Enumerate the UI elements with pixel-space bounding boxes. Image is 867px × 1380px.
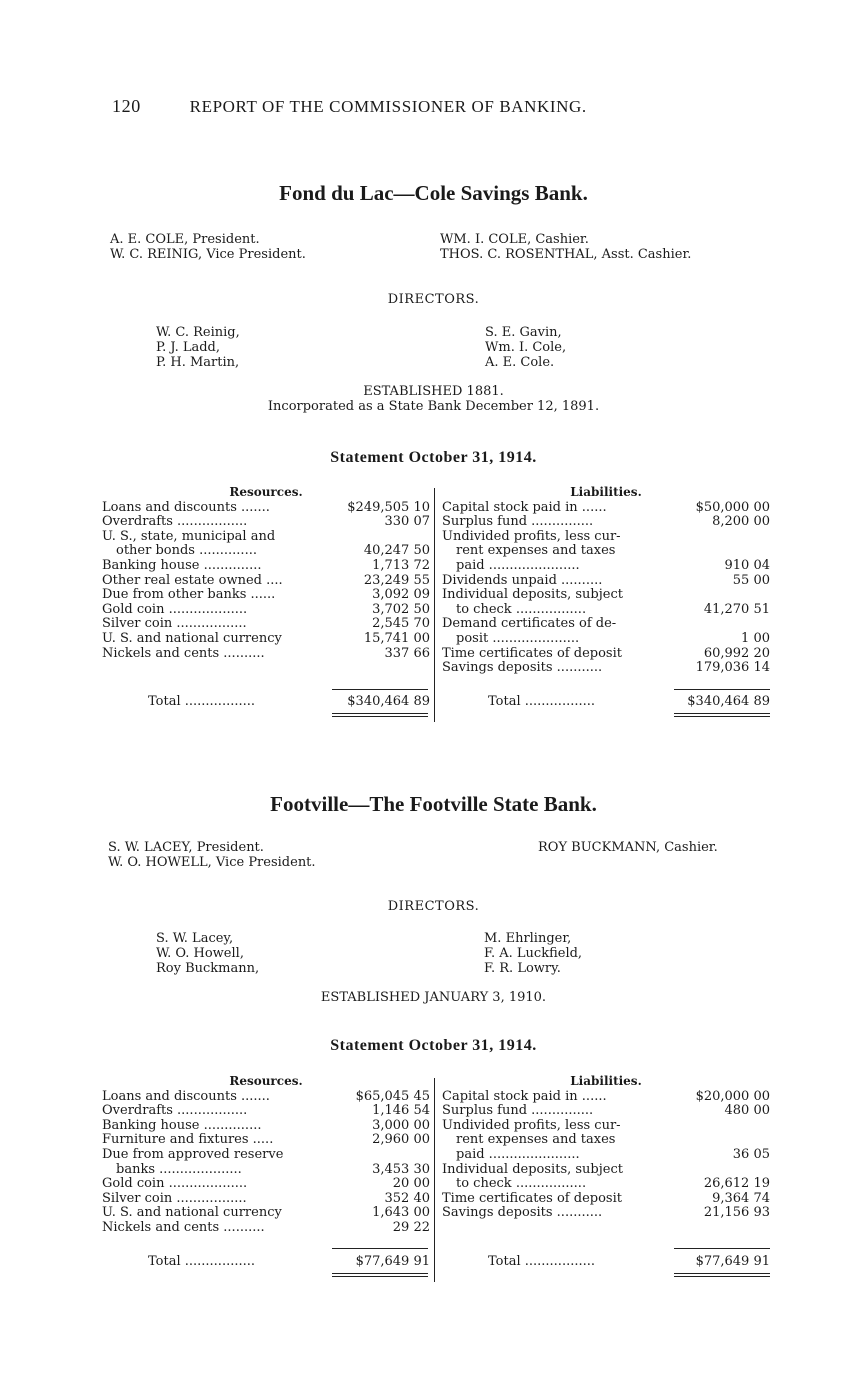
established-line: ESTABLISHED JANUARY 3, 1910.	[320, 990, 547, 1005]
total-double-rule	[332, 1273, 428, 1274]
resource-row: Banking house .............. 3,000 00	[102, 1117, 430, 1133]
incorporated-line: Incorporated as a State Bank December 12, 1891.	[267, 399, 600, 414]
liability-row: to check ................. 41,270 51	[456, 601, 770, 617]
liability-row: paid ...................... 910 04	[456, 557, 770, 573]
liabilities-heading: Liabilities.	[570, 1074, 642, 1088]
report-title: REPORT OF THE COMMISSIONER OF BANKING.	[189, 97, 587, 116]
resources-heading: Resources.	[229, 485, 303, 499]
liabilities-column	[442, 485, 770, 676]
resource-row: Gold coin ................... 3,702 50	[102, 601, 430, 617]
liability-row: Dividends unpaid .......... 55 00	[442, 572, 770, 588]
liability-row: Undivided profits, less cur-	[442, 529, 621, 544]
total-double-rule	[674, 713, 770, 714]
page-header	[112, 96, 587, 117]
officers-right	[538, 840, 718, 855]
total-double-rule	[674, 716, 770, 717]
director: S. E. Gavin,	[485, 325, 562, 340]
liability-row: Surplus fund ............... 8,200 00	[442, 514, 770, 530]
liabilities-total: Total ................. $77,649 91	[488, 1254, 770, 1269]
bank-title: Footville—The Footville State Bank.	[270, 792, 597, 816]
resources-total: Total ................. $77,649 91	[148, 1254, 430, 1269]
resource-row: Silver coin ................. 352 40	[102, 1190, 430, 1206]
subtotal-rule	[674, 1248, 770, 1249]
liability-row: rent expenses and taxes	[456, 544, 616, 559]
bank-title: Fond du Lac—Cole Savings Bank.	[279, 181, 588, 205]
director: Roy Buckmann,	[156, 961, 260, 976]
liabilities-column	[442, 1074, 770, 1221]
officer: ROY BUCKMANN, Cashier.	[538, 840, 718, 855]
resource-row: Gold coin ................... 20 00	[102, 1176, 430, 1192]
liability-row: rent expenses and taxes	[456, 1133, 616, 1148]
liabilities-heading: Liabilities.	[570, 485, 642, 499]
director: A. E. Cole.	[485, 355, 555, 370]
resource-row: other bonds .............. 40,247 50	[116, 543, 430, 559]
resource-row: Due from other banks ...... 3,092 09	[102, 587, 430, 603]
directors-left	[156, 931, 259, 976]
resource-row: Other real estate owned .... 23,249 55	[102, 572, 430, 588]
liability-row: Capital stock paid in ...... $50,000 00	[442, 499, 770, 515]
resources-column	[102, 1074, 430, 1236]
resource-row: Loans and discounts ....... $65,045 45	[102, 1088, 430, 1104]
resource-row: U. S., state, municipal and	[102, 529, 276, 544]
director: F. A. Luckfield,	[484, 946, 583, 961]
liabilities-total: Total ................. $340,464 89	[488, 694, 770, 709]
resource-row: U. S. and national currency 15,741 00	[102, 630, 430, 646]
subtotal-rule	[332, 1248, 428, 1249]
resource-row: Loans and discounts ....... $249,505 10	[102, 499, 430, 515]
liability-row: Surplus fund ............... 480 00	[442, 1103, 770, 1119]
officer: A. E. COLE, President.	[110, 232, 260, 247]
resource-row: Overdrafts ................. 1,146 54	[102, 1103, 430, 1119]
directors-right	[485, 325, 566, 370]
liability-row: to check ................. 26,612 19	[456, 1176, 770, 1192]
resource-row: Silver coin ................. 2,545 70	[102, 616, 430, 632]
column-divider	[434, 1078, 435, 1282]
resource-row: Banking house .............. 1,713 72	[102, 557, 430, 573]
director: P. H. Martin,	[156, 355, 240, 370]
liability-row: Capital stock paid in ...... $20,000 00	[442, 1088, 770, 1104]
officers-right	[440, 232, 691, 262]
directors-heading: DIRECTORS.	[387, 899, 480, 914]
liability-row: Savings deposits ........... 179,036 14	[442, 660, 770, 676]
subtotal-rule	[674, 689, 770, 690]
liability-row: Time certificates of deposit 60,992 20	[442, 645, 770, 661]
resource-row: Nickels and cents .......... 29 22	[102, 1219, 430, 1235]
director: M. Ehrlinger,	[484, 931, 572, 946]
director: P. J. Ladd,	[156, 340, 221, 355]
liability-row: Savings deposits ........... 21,156 93	[442, 1205, 770, 1221]
liability-row: Individual deposits, subject	[442, 588, 623, 603]
statement-date: Statement October 31, 1914.	[330, 449, 537, 466]
total-double-rule	[332, 713, 428, 714]
officers-left	[110, 232, 306, 262]
director: F. R. Lowry.	[484, 961, 561, 976]
resources-heading: Resources.	[229, 1074, 303, 1088]
directors-left	[156, 325, 240, 370]
liability-row: Time certificates of deposit 9,364 74	[442, 1190, 770, 1206]
total-double-rule	[674, 1276, 770, 1277]
officer: THOS. C. ROSENTHAL, Asst. Cashier.	[440, 247, 692, 262]
resource-row: banks .................... 3,453 30	[116, 1161, 430, 1177]
director: Wm. I. Cole,	[485, 340, 567, 355]
resource-row: Furniture and fixtures ..... 2,960 00	[102, 1132, 430, 1148]
liability-row: posit ..................... 1 00	[456, 630, 770, 646]
liability-row: Individual deposits, subject	[442, 1162, 623, 1177]
resources-total: Total ................. $340,464 89	[148, 694, 430, 709]
resource-row: U. S. and national currency 1,643 00	[102, 1205, 430, 1221]
resource-row: Due from approved reserve	[102, 1147, 284, 1162]
directors-right	[484, 931, 582, 976]
subtotal-rule	[332, 689, 428, 690]
director: W. O. Howell,	[156, 946, 244, 961]
liability-row: Undivided profits, less cur-	[442, 1118, 621, 1133]
officers-left	[108, 840, 316, 870]
total-double-rule	[332, 1276, 428, 1277]
resources-column	[102, 485, 430, 661]
total-double-rule	[674, 1273, 770, 1274]
resource-row: Nickels and cents .......... 337 66	[102, 645, 430, 661]
resource-row: Overdrafts ................. 330 07	[102, 514, 430, 530]
director: S. W. Lacey,	[156, 931, 234, 946]
officer: WM. I. COLE, Cashier.	[440, 232, 589, 247]
officer: S. W. LACEY, President.	[108, 840, 264, 855]
statement-date: Statement October 31, 1914.	[330, 1037, 537, 1054]
liability-row: Demand certificates of de-	[442, 617, 617, 632]
officer: W. O. HOWELL, Vice President.	[108, 855, 316, 870]
liability-row: paid ...................... 36 05	[456, 1146, 770, 1162]
total-double-rule	[332, 716, 428, 717]
director: W. C. Reinig,	[156, 325, 240, 340]
page-number: 120	[112, 96, 141, 116]
directors-heading: DIRECTORS.	[387, 292, 480, 307]
established-line: ESTABLISHED 1881.	[363, 384, 504, 399]
officer: W. C. REINIG, Vice President.	[110, 247, 306, 262]
column-divider	[434, 488, 435, 722]
